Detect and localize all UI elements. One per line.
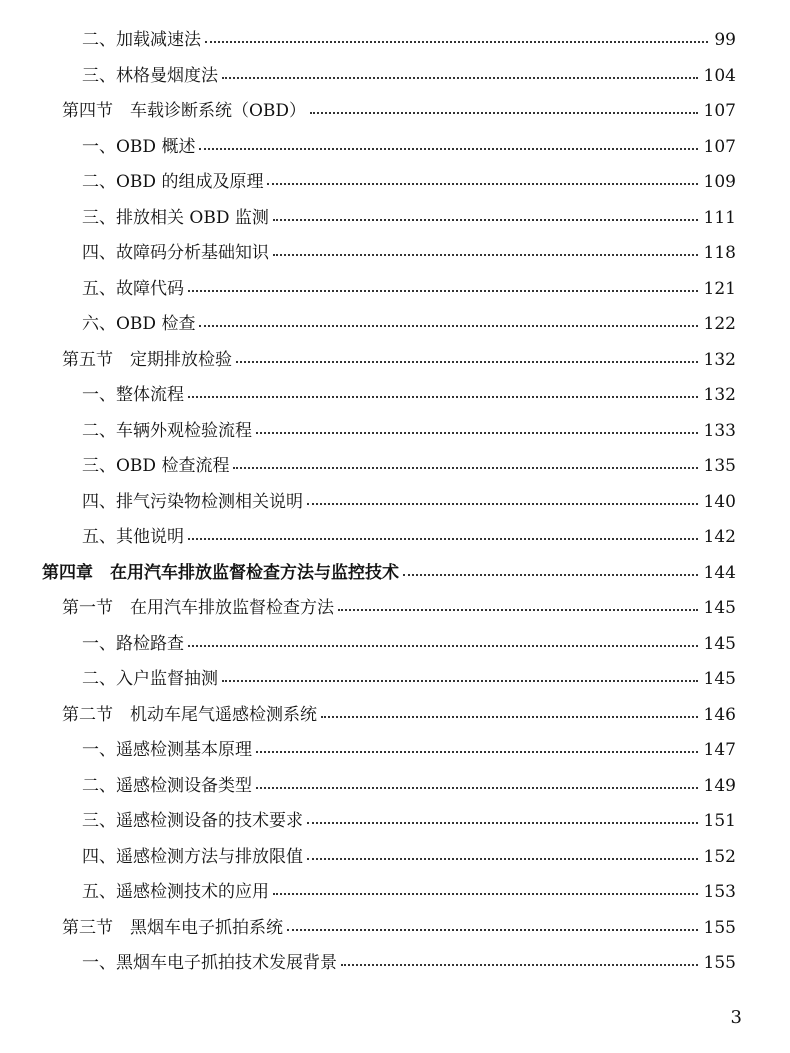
toc-entry-page: 146 bbox=[703, 704, 736, 725]
toc-entry bbox=[62, 93, 736, 129]
dot-leader bbox=[307, 858, 698, 860]
dot-leader bbox=[273, 219, 698, 221]
toc-entry bbox=[82, 377, 736, 413]
toc-entry bbox=[82, 306, 736, 342]
toc-entry-page: 122 bbox=[703, 314, 736, 334]
toc-entry-title: 三、排放相关 OBD 监测 bbox=[82, 207, 269, 228]
dot-leader bbox=[256, 787, 698, 789]
toc-entry-page: 140 bbox=[703, 491, 736, 512]
toc-entry bbox=[82, 484, 736, 520]
toc-entry-page: 135 bbox=[703, 456, 736, 476]
toc-entry bbox=[82, 271, 736, 307]
toc-entry-title: 一、OBD 概述 bbox=[82, 136, 196, 157]
toc-entry-title: 一、路检路查 bbox=[82, 633, 184, 654]
toc-entry-title: 二、车辆外观检验流程 bbox=[82, 420, 252, 441]
toc-entry-page: 142 bbox=[703, 527, 736, 547]
toc-entry-page: 155 bbox=[703, 953, 736, 973]
dot-leader bbox=[403, 574, 698, 576]
toc-entry-page: 99 bbox=[714, 30, 736, 50]
toc-entry bbox=[82, 803, 736, 839]
toc-entry bbox=[82, 129, 736, 165]
toc-entry bbox=[62, 342, 736, 378]
toc-entry bbox=[82, 732, 736, 768]
toc-entry bbox=[82, 626, 736, 662]
dot-leader bbox=[256, 432, 698, 434]
dot-leader bbox=[205, 41, 708, 43]
toc-entry-page: 152 bbox=[703, 846, 736, 867]
toc-entry-title: 三、林格曼烟度法 bbox=[82, 65, 218, 86]
dot-leader bbox=[267, 183, 697, 185]
dot-leader bbox=[256, 751, 698, 753]
dot-leader bbox=[273, 893, 698, 895]
toc-entry-title: 第四章 在用汽车排放监督检查方法与监控技术 bbox=[42, 562, 399, 583]
toc-entry-title: 六、OBD 检查 bbox=[82, 314, 196, 334]
toc-entry-title: 三、OBD 检查流程 bbox=[82, 456, 230, 476]
dot-leader bbox=[188, 645, 698, 647]
toc-entry-page: 151 bbox=[703, 811, 736, 831]
toc-entry-page: 118 bbox=[703, 243, 736, 263]
toc-entry bbox=[62, 910, 736, 946]
toc-entry bbox=[82, 235, 736, 271]
toc-entry-page: 145 bbox=[703, 598, 736, 618]
toc-entry-page: 104 bbox=[703, 65, 736, 86]
toc-entry-page: 145 bbox=[703, 669, 736, 689]
dot-leader bbox=[222, 77, 698, 79]
toc-entry-page: 149 bbox=[703, 775, 736, 796]
dot-leader bbox=[273, 254, 698, 256]
toc-entry bbox=[42, 555, 736, 591]
toc-entry-title: 五、其他说明 bbox=[82, 527, 184, 547]
toc-entry-title: 四、故障码分析基础知识 bbox=[82, 243, 269, 263]
toc-entry-page: 144 bbox=[703, 562, 736, 583]
toc-entry-title: 一、黑烟车电子抓拍技术发展背景 bbox=[82, 953, 337, 973]
toc-entry-title: 第二节 机动车尾气遥感检测系统 bbox=[62, 704, 317, 725]
dot-leader bbox=[236, 361, 698, 363]
dot-leader bbox=[307, 822, 698, 824]
dot-leader bbox=[341, 964, 698, 966]
toc-entry bbox=[82, 413, 736, 449]
toc-entry-page: 121 bbox=[703, 278, 736, 299]
toc-entry-page: 107 bbox=[703, 136, 736, 157]
toc-entry bbox=[82, 164, 736, 200]
toc-entry bbox=[82, 22, 736, 58]
toc-entry-page: 132 bbox=[703, 349, 736, 370]
toc-entry-page: 111 bbox=[703, 207, 736, 228]
dot-leader bbox=[199, 148, 697, 150]
toc-entry-page: 145 bbox=[703, 633, 736, 654]
dot-leader bbox=[321, 716, 698, 718]
toc-entry-title: 二、加载减速法 bbox=[82, 30, 201, 50]
toc-entry-title: 第五节 定期排放检验 bbox=[62, 349, 232, 370]
dot-leader bbox=[310, 112, 697, 114]
toc-entry-title: 四、遥感检测方法与排放限值 bbox=[82, 846, 303, 867]
toc-entry-page: 153 bbox=[703, 882, 736, 902]
toc-entry bbox=[62, 590, 736, 626]
toc-entry bbox=[62, 697, 736, 733]
dot-leader bbox=[233, 467, 697, 469]
toc-entry-page: 147 bbox=[703, 740, 736, 760]
dot-leader bbox=[338, 609, 698, 611]
dot-leader bbox=[188, 290, 698, 292]
toc-entry bbox=[82, 519, 736, 555]
toc-entry-title: 第四节 车载诊断系统（OBD） bbox=[62, 101, 307, 121]
toc-entry bbox=[82, 839, 736, 875]
toc-entry-title: 四、排气污染物检测相关说明 bbox=[82, 491, 303, 512]
toc-entry bbox=[82, 448, 736, 484]
toc-entry bbox=[82, 661, 736, 697]
toc-entry-title: 五、故障代码 bbox=[82, 278, 184, 299]
page-number: 3 bbox=[730, 1007, 742, 1028]
toc-entry-title: 二、入户监督抽测 bbox=[82, 669, 218, 689]
toc-entry-page: 155 bbox=[703, 917, 736, 938]
toc-entry bbox=[82, 768, 736, 804]
toc-entry-page: 132 bbox=[703, 385, 736, 405]
dot-leader bbox=[188, 538, 698, 540]
toc-entry bbox=[82, 945, 736, 981]
toc-entry-page: 133 bbox=[703, 420, 736, 441]
toc-entry bbox=[82, 874, 736, 910]
toc-entry-title: 一、整体流程 bbox=[82, 385, 184, 405]
toc-entry bbox=[82, 200, 736, 236]
dot-leader bbox=[199, 325, 697, 327]
toc-entry-page: 109 bbox=[703, 172, 736, 192]
toc-entry-title: 一、遥感检测基本原理 bbox=[82, 740, 252, 760]
toc-entry-title: 二、OBD 的组成及原理 bbox=[82, 172, 264, 192]
dot-leader bbox=[287, 929, 698, 931]
toc-entry-title: 第三节 黑烟车电子抓拍系统 bbox=[62, 917, 283, 938]
dot-leader bbox=[307, 503, 698, 505]
toc-entry-title: 五、遥感检测技术的应用 bbox=[82, 882, 269, 902]
toc-entry-title: 二、遥感检测设备类型 bbox=[82, 775, 252, 796]
toc-entry-page: 107 bbox=[703, 101, 736, 121]
dot-leader bbox=[222, 680, 698, 682]
toc-entry-title: 第一节 在用汽车排放监督检查方法 bbox=[62, 598, 334, 618]
toc-entry-title: 三、遥感检测设备的技术要求 bbox=[82, 811, 303, 831]
toc-entry bbox=[82, 58, 736, 94]
dot-leader bbox=[188, 396, 698, 398]
